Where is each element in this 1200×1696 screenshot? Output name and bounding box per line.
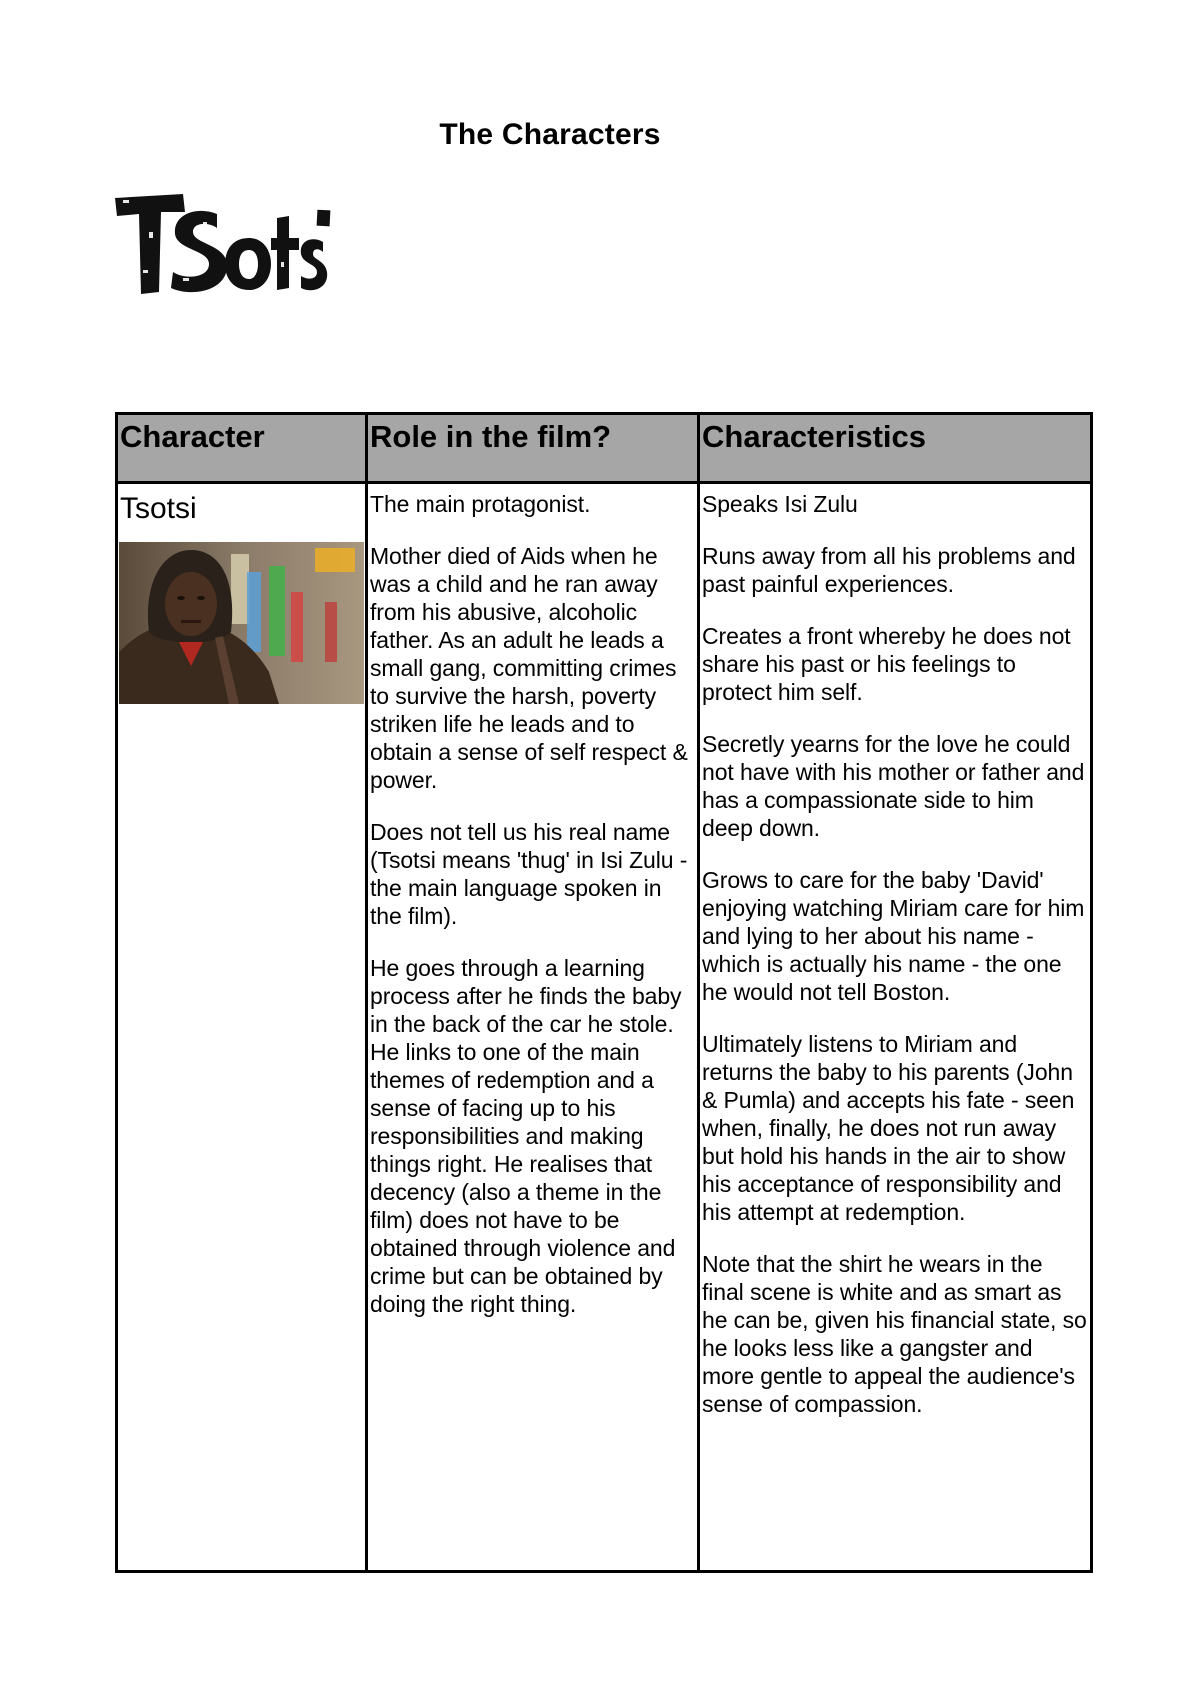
characteristics-paragraph: Speaks Isi Zulu <box>702 491 858 517</box>
characteristics-paragraph: Ultimately listens to Miriam and returns the baby to his parents (John & Pumla) and accepts his fate - seen when, finally, he does not run away but hold his hands in the air to show his acceptance of responsibility and his attempt at redemption. <box>702 1031 1075 1225</box>
character-name: Tsotsi <box>120 492 197 525</box>
header-characteristics: Characteristics <box>699 414 1092 483</box>
characteristics-paragraph: Grows to care for the baby 'David' enjoying watching Miriam care for him and lying to her about his name - which is actually his name - the one he would not tell Boston. <box>702 867 1085 1005</box>
characteristics-paragraph: Runs away from all his problems and past painful experiences. <box>702 543 1076 597</box>
tsotsi-logo <box>113 192 333 302</box>
role-cell <box>367 483 699 1572</box>
character-photo <box>119 542 364 704</box>
role-paragraph: Mother died of Aids when he was a child and he ran away from his abusive, alcoholic father. As an adult he leads a small gang, committing crimes to survive the harsh, poverty striken life he leads and to obtain a sense of self respect & power. <box>370 543 688 793</box>
header-character: Character <box>117 414 367 483</box>
table-row <box>117 483 1092 1572</box>
role-paragraph: He goes through a learning process after he finds the baby in the back of the car he stole. He links to one of the main themes of redemption and a sense of facing up to his responsibilities and making things right. He realises that decency (also a theme in the film) does not have to be obtained through violence and crime but can be obtained by doing the right thing. <box>370 955 682 1317</box>
header-row <box>117 414 1092 483</box>
characteristics-paragraph: Creates a front whereby he does not share his past or his feelings to protect him self. <box>702 623 1071 705</box>
characteristics-cell <box>699 483 1092 1572</box>
characteristics-paragraph: Note that the shirt he wears in the final scene is white and as smart as he can be, given his financial state, so he looks less like a gangster and more gentle to appeal the audience's sense of compassion. <box>702 1251 1087 1417</box>
character-cell <box>117 483 367 1572</box>
characteristics-paragraph: Secretly yearns for the love he could not have with his mother or father and has a compassionate side to him deep down. <box>702 731 1085 841</box>
characters-table <box>115 412 1093 1573</box>
role-paragraph: The main protagonist. <box>370 491 591 517</box>
page-title: The Characters <box>439 118 661 151</box>
header-role: Role in the film? <box>367 414 699 483</box>
role-paragraph: Does not tell us his real name (Tsotsi means 'thug' in Isi Zulu - the main language spoken in the film). <box>370 819 688 929</box>
